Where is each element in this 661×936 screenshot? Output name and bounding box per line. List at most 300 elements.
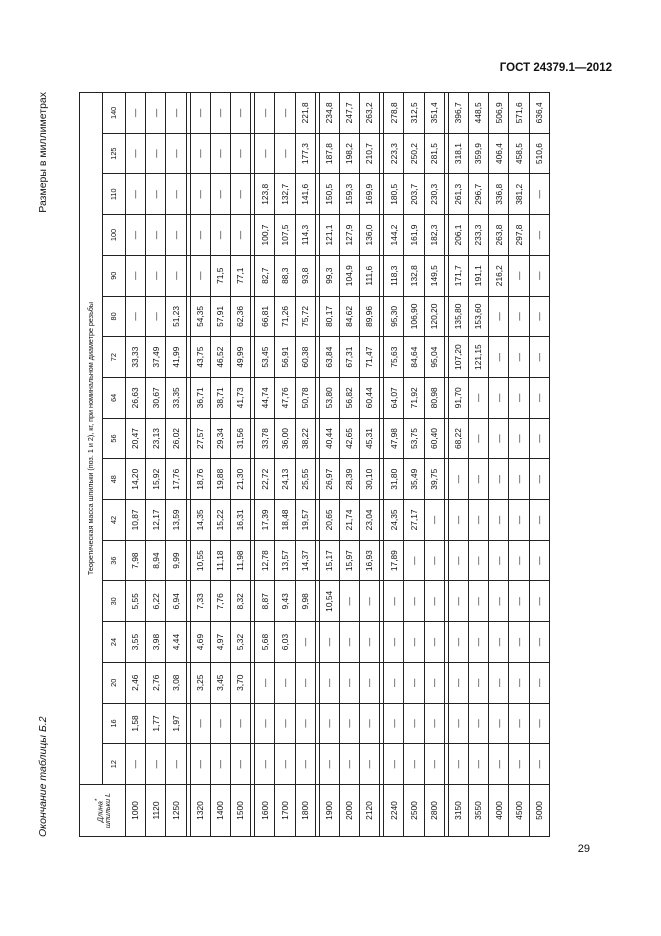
mass-cell: — — [469, 500, 489, 541]
mass-cell: — — [166, 93, 186, 134]
mass-cell: 31,56 — [230, 418, 250, 459]
length-cell: 1800 — [295, 785, 315, 837]
mass-cell: 312,5 — [404, 93, 424, 134]
diameter-header: 12 — [103, 744, 126, 785]
mass-cell: — — [424, 500, 444, 541]
mass-cell: 82,7 — [255, 255, 275, 296]
mass-cell: 44,74 — [255, 377, 275, 418]
mass-cell: 4,97 — [210, 622, 230, 663]
mass-cell: 15,92 — [146, 459, 166, 500]
mass-cell: 3,25 — [190, 662, 210, 703]
mass-cell: 8,87 — [255, 581, 275, 622]
mass-cell: 636,4 — [529, 93, 549, 134]
mass-cell: 56,91 — [275, 337, 295, 378]
mass-cell: 49,99 — [230, 337, 250, 378]
table-row — [126, 93, 146, 837]
length-header-line1: Длина — [94, 801, 104, 823]
mass-cell: — — [255, 93, 275, 134]
mass-cell: — — [210, 703, 230, 744]
mass-cell: 191,1 — [469, 255, 489, 296]
mass-cell: 51,23 — [166, 296, 186, 337]
mass-cell: — — [469, 459, 489, 500]
mass-cell: — — [275, 744, 295, 785]
mass-cell: 250,2 — [404, 133, 424, 174]
table-row — [146, 93, 166, 837]
mass-cell: 120,20 — [424, 296, 444, 337]
mass-cell: 75,72 — [295, 296, 315, 337]
mass-cell: 448,5 — [469, 93, 489, 134]
mass-cell: — — [384, 662, 404, 703]
mass-cell: — — [384, 581, 404, 622]
mass-cell: 127,9 — [339, 215, 359, 256]
mass-cell: — — [448, 581, 468, 622]
mass-cell: — — [166, 744, 186, 785]
mass-cell: 169,9 — [360, 174, 380, 215]
table-row — [448, 93, 468, 837]
diameter-header: 56 — [103, 418, 126, 459]
mass-cell: 57,91 — [210, 296, 230, 337]
mass-cell: 297,8 — [509, 215, 529, 256]
mass-cell: — — [275, 93, 295, 134]
mass-cell: 67,31 — [339, 337, 359, 378]
mass-cell: — — [529, 662, 549, 703]
mass-cell: — — [146, 255, 166, 296]
mass-cell: — — [509, 581, 529, 622]
mass-cell: — — [166, 174, 186, 215]
mass-cell: 66,81 — [255, 296, 275, 337]
mass-cell: 17,39 — [255, 500, 275, 541]
mass-cell: 5,55 — [126, 581, 146, 622]
mass-cell: 43,75 — [190, 337, 210, 378]
mass-cell: 50,78 — [295, 377, 315, 418]
mass-cell: 107,20 — [448, 337, 468, 378]
length-cell: 2500 — [404, 785, 424, 837]
mass-cell: — — [509, 622, 529, 663]
mass-cell: — — [509, 744, 529, 785]
mass-cell: 62,36 — [230, 296, 250, 337]
mass-cell: 141,6 — [295, 174, 315, 215]
mass-cell: 84,62 — [339, 296, 359, 337]
mass-cell: 159,3 — [339, 174, 359, 215]
mass-cell: 4,44 — [166, 622, 186, 663]
mass-cell: 111,6 — [360, 255, 380, 296]
table-row — [424, 93, 444, 837]
mass-cell: 19,88 — [210, 459, 230, 500]
mass-cell: 56,82 — [339, 377, 359, 418]
mass-cell: — — [489, 500, 509, 541]
mass-cell: — — [190, 215, 210, 256]
mass-cell: 27,57 — [190, 418, 210, 459]
diameter-header: 80 — [103, 296, 126, 337]
mass-cell: — — [489, 703, 509, 744]
mass-cell: 10,55 — [190, 540, 210, 581]
mass-cell: 80,17 — [319, 296, 339, 337]
page-number: 29 — [577, 843, 590, 855]
footnote-mark: * — [94, 798, 101, 802]
mass-cell: 233,3 — [469, 215, 489, 256]
mass-cell: — — [230, 215, 250, 256]
mass-cell: — — [489, 662, 509, 703]
mass-cell: — — [469, 581, 489, 622]
mass-cell: — — [469, 377, 489, 418]
length-cell: 2120 — [360, 785, 380, 837]
mass-cell: 47,98 — [384, 418, 404, 459]
mass-cell: — — [529, 337, 549, 378]
mass-cell: 20,47 — [126, 418, 146, 459]
mass-cell: — — [210, 744, 230, 785]
mass-cell: 14,37 — [295, 540, 315, 581]
table-row — [295, 93, 315, 837]
mass-cell: 263,8 — [489, 215, 509, 256]
mass-cell: — — [230, 703, 250, 744]
mass-cell: 359,9 — [469, 133, 489, 174]
mass-cell: — — [319, 662, 339, 703]
mass-cell: — — [166, 255, 186, 296]
mass-cell: — — [424, 540, 444, 581]
length-cell: 1400 — [210, 785, 230, 837]
mass-cell: 149,5 — [424, 255, 444, 296]
mass-cell: 88,3 — [275, 255, 295, 296]
mass-cell: 14,35 — [190, 500, 210, 541]
table-row — [319, 93, 339, 837]
mass-cell: — — [509, 296, 529, 337]
mass-cell: 39,75 — [424, 459, 444, 500]
mass-cell: 46,52 — [210, 337, 230, 378]
mass-cell: 7,76 — [210, 581, 230, 622]
table-row — [469, 93, 489, 837]
mass-cell: — — [295, 744, 315, 785]
table-row — [339, 93, 359, 837]
mass-cell: — — [190, 255, 210, 296]
table-row — [509, 93, 529, 837]
mass-cell: 118,3 — [384, 255, 404, 296]
mass-cell: 7,98 — [126, 540, 146, 581]
mass-cell: — — [489, 744, 509, 785]
mass-cell: — — [230, 93, 250, 134]
mass-cell: — — [489, 581, 509, 622]
mass-cell: 60,40 — [424, 418, 444, 459]
mass-cell: 53,80 — [319, 377, 339, 418]
mass-cell: 84,64 — [404, 337, 424, 378]
mass-cell: — — [275, 662, 295, 703]
length-cell: 4000 — [489, 785, 509, 837]
length-cell: 1320 — [190, 785, 210, 837]
mass-cell: — — [295, 662, 315, 703]
mass-cell: 41,73 — [230, 377, 250, 418]
mass-cell: — — [529, 459, 549, 500]
mass-cell: — — [146, 296, 166, 337]
mass-cell: — — [339, 744, 359, 785]
mass-cell: — — [489, 622, 509, 663]
mass-cell: 9,99 — [166, 540, 186, 581]
mass-cell: 31,80 — [384, 459, 404, 500]
length-cell: 1900 — [319, 785, 339, 837]
mass-cell: 17,89 — [384, 540, 404, 581]
mass-cell: — — [275, 703, 295, 744]
mass-cell: — — [424, 703, 444, 744]
mass-cell: — — [489, 540, 509, 581]
table-row — [489, 93, 509, 837]
mass-cell: — — [448, 703, 468, 744]
mass-cell: 135,80 — [448, 296, 468, 337]
mass-cell: — — [126, 255, 146, 296]
mass-cell: 37,49 — [146, 337, 166, 378]
table-row — [529, 93, 549, 837]
mass-cell: — — [339, 622, 359, 663]
mass-cell: 60,38 — [295, 337, 315, 378]
mass-cell: — — [509, 337, 529, 378]
mass-cell: — — [489, 337, 509, 378]
mass-cell: — — [529, 174, 549, 215]
mass-cell: — — [529, 622, 549, 663]
mass-cell: 571,6 — [509, 93, 529, 134]
diameter-header: 90 — [103, 255, 126, 296]
mass-cell: — — [126, 93, 146, 134]
mass-cell: 17,76 — [166, 459, 186, 500]
mass-cell: 150,5 — [319, 174, 339, 215]
mass-cell: — — [319, 622, 339, 663]
mass-cell: 296,7 — [469, 174, 489, 215]
mass-cell: 26,97 — [319, 459, 339, 500]
mass-cell: — — [255, 744, 275, 785]
mass-cell: 10,87 — [126, 500, 146, 541]
mass-cell: — — [166, 215, 186, 256]
mass-cell: 132,8 — [404, 255, 424, 296]
mass-cell: — — [509, 377, 529, 418]
mass-cell: 63,84 — [319, 337, 339, 378]
mass-cell: 91,70 — [448, 377, 468, 418]
mass-cell: 15,17 — [319, 540, 339, 581]
mass-cell: 23,13 — [146, 418, 166, 459]
mass-cell: 71,92 — [404, 377, 424, 418]
mass-cell: — — [210, 93, 230, 134]
length-cell: 1600 — [255, 785, 275, 837]
mass-cell: 1,97 — [166, 703, 186, 744]
mass-cell: — — [509, 662, 529, 703]
mass-cell: 12,17 — [146, 500, 166, 541]
mass-cell: — — [529, 377, 549, 418]
mass-cell: 64,07 — [384, 377, 404, 418]
mass-cell: 18,76 — [190, 459, 210, 500]
mass-cell: — — [404, 703, 424, 744]
mass-cell: 263,2 — [360, 93, 380, 134]
mass-cell: 24,35 — [384, 500, 404, 541]
mass-cell: 60,44 — [360, 377, 380, 418]
mass-cell: 19,57 — [295, 500, 315, 541]
mass-cell: — — [448, 540, 468, 581]
length-cell: 4500 — [509, 785, 529, 837]
mass-cell: — — [255, 662, 275, 703]
mass-cell: 7,33 — [190, 581, 210, 622]
mass-cell: 182,3 — [424, 215, 444, 256]
mass-cell: — — [424, 622, 444, 663]
mass-cell: 13,57 — [275, 540, 295, 581]
mass-cell: 153,60 — [469, 296, 489, 337]
mass-cell: — — [489, 296, 509, 337]
mass-cell: — — [190, 133, 210, 174]
mass-cell: 30,67 — [146, 377, 166, 418]
mass-cell: — — [319, 703, 339, 744]
mass-cell: 121,15 — [469, 337, 489, 378]
diameter-header: 20 — [103, 662, 126, 703]
diameter-header: 72 — [103, 337, 126, 378]
mass-cell: 27,17 — [404, 500, 424, 541]
mass-cell: 216,2 — [489, 255, 509, 296]
mass-cell: — — [489, 418, 509, 459]
mass-cell: 8,94 — [146, 540, 166, 581]
table-row — [230, 93, 250, 837]
mass-cell: 36,00 — [275, 418, 295, 459]
mass-cell: 171,7 — [448, 255, 468, 296]
mass-cell: 180,5 — [384, 174, 404, 215]
mass-cell: 318,1 — [448, 133, 468, 174]
length-cell: 2800 — [424, 785, 444, 837]
mass-cell: — — [509, 703, 529, 744]
length-column-header — [80, 785, 126, 837]
diameter-header: 30 — [103, 581, 126, 622]
mass-cell: 42,65 — [339, 418, 359, 459]
mass-cell: 13,59 — [166, 500, 186, 541]
mass-cell: 6,03 — [275, 622, 295, 663]
mass-cell: 203,7 — [404, 174, 424, 215]
mass-cell: 21,74 — [339, 500, 359, 541]
mass-cell: 26,02 — [166, 418, 186, 459]
diameter-header: 42 — [103, 500, 126, 541]
table-caption: Окончание таблицы Б.2 — [37, 716, 49, 837]
mass-cell: 136,0 — [360, 215, 380, 256]
mass-cell: — — [230, 133, 250, 174]
mass-cell: 458,5 — [509, 133, 529, 174]
diameter-header: 125 — [103, 133, 126, 174]
document-header: ГОСТ 24379.1—2012 — [499, 62, 612, 74]
mass-cell: 75,63 — [384, 337, 404, 378]
diameter-header: 24 — [103, 622, 126, 663]
mass-cell: — — [529, 744, 549, 785]
mass-cell: 261,3 — [448, 174, 468, 215]
mass-cell: 22,72 — [255, 459, 275, 500]
diameter-header: 100 — [103, 215, 126, 256]
mass-cell: 1,77 — [146, 703, 166, 744]
mass-cell: 2,76 — [146, 662, 166, 703]
diameter-header: 16 — [103, 703, 126, 744]
mass-cell: — — [509, 500, 529, 541]
mass-cell: — — [339, 703, 359, 744]
mass-cell: 230,3 — [424, 174, 444, 215]
mass-cell: 38,71 — [210, 377, 230, 418]
mass-cell: 41,99 — [166, 337, 186, 378]
table-row — [275, 93, 295, 837]
mass-cell: 406,4 — [489, 133, 509, 174]
mass-cell: — — [424, 744, 444, 785]
diameter-header: 140 — [103, 93, 126, 134]
mass-cell: 381,2 — [509, 174, 529, 215]
mass-cell: — — [448, 459, 468, 500]
mass-cell: 221,8 — [295, 93, 315, 134]
mass-cell: 33,78 — [255, 418, 275, 459]
mass-cell: 20,65 — [319, 500, 339, 541]
mass-cell: 26,63 — [126, 377, 146, 418]
mass-cell: 53,45 — [255, 337, 275, 378]
diameter-header: 36 — [103, 540, 126, 581]
mass-cell: 121,1 — [319, 215, 339, 256]
mass-cell: — — [469, 540, 489, 581]
group-header: Теоретическая масса шпильки (поз. 1 и 2), кг, при номинальном диаметре резьбы — [80, 93, 103, 785]
mass-cell: — — [190, 174, 210, 215]
mass-cell: — — [360, 581, 380, 622]
mass-cell: — — [424, 662, 444, 703]
mass-cell: 3,70 — [230, 662, 250, 703]
mass-cell: — — [146, 93, 166, 134]
mass-cell: 35,49 — [404, 459, 424, 500]
length-cell: 2240 — [384, 785, 404, 837]
mass-cell: 28,39 — [339, 459, 359, 500]
mass-cell: — — [255, 703, 275, 744]
length-cell: 1700 — [275, 785, 295, 837]
mass-cell: 3,08 — [166, 662, 186, 703]
mass-cell: — — [529, 581, 549, 622]
mass-cell: — — [146, 174, 166, 215]
mass-cell: 4,69 — [190, 622, 210, 663]
length-header-line2: шпильки L — [103, 792, 113, 829]
mass-cell: 506,9 — [489, 93, 509, 134]
mass-cell: — — [166, 133, 186, 174]
mass-cell: 21,30 — [230, 459, 250, 500]
length-cell: 3150 — [448, 785, 468, 837]
mass-cell: 132,7 — [275, 174, 295, 215]
mass-cell: 5,32 — [230, 622, 250, 663]
mass-table — [79, 92, 550, 837]
mass-cell: 11,98 — [230, 540, 250, 581]
mass-cell: — — [404, 581, 424, 622]
mass-cell: — — [146, 133, 166, 174]
mass-cell: — — [529, 500, 549, 541]
mass-cell: — — [509, 540, 529, 581]
mass-cell: — — [210, 215, 230, 256]
mass-cell: 29,34 — [210, 418, 230, 459]
table-row — [255, 93, 275, 837]
mass-cell: — — [529, 418, 549, 459]
mass-cell: 95,04 — [424, 337, 444, 378]
mass-cell: — — [190, 703, 210, 744]
units-note: Размеры в миллиметрах — [37, 92, 49, 213]
mass-cell: 161,9 — [404, 215, 424, 256]
mass-cell: 3,55 — [126, 622, 146, 663]
table-row — [384, 93, 404, 837]
mass-cell: — — [339, 662, 359, 703]
mass-cell: 223,3 — [384, 133, 404, 174]
mass-cell: 336,8 — [489, 174, 509, 215]
mass-cell: 5,68 — [255, 622, 275, 663]
mass-cell: 53,75 — [404, 418, 424, 459]
mass-cell: — — [489, 459, 509, 500]
mass-cell: 14,20 — [126, 459, 146, 500]
mass-cell: 71,26 — [275, 296, 295, 337]
mass-cell: 114,3 — [295, 215, 315, 256]
mass-cell: 25,55 — [295, 459, 315, 500]
mass-cell: — — [146, 215, 166, 256]
mass-cell: 6,22 — [146, 581, 166, 622]
mass-cell: — — [126, 174, 146, 215]
mass-cell: — — [469, 744, 489, 785]
mass-cell: 9,98 — [295, 581, 315, 622]
mass-cell: 23,04 — [360, 500, 380, 541]
mass-cell: — — [529, 703, 549, 744]
mass-cell: — — [210, 133, 230, 174]
mass-cell: 40,44 — [319, 418, 339, 459]
diameter-header: 48 — [103, 459, 126, 500]
table-row — [190, 93, 210, 837]
mass-cell: 144,2 — [384, 215, 404, 256]
